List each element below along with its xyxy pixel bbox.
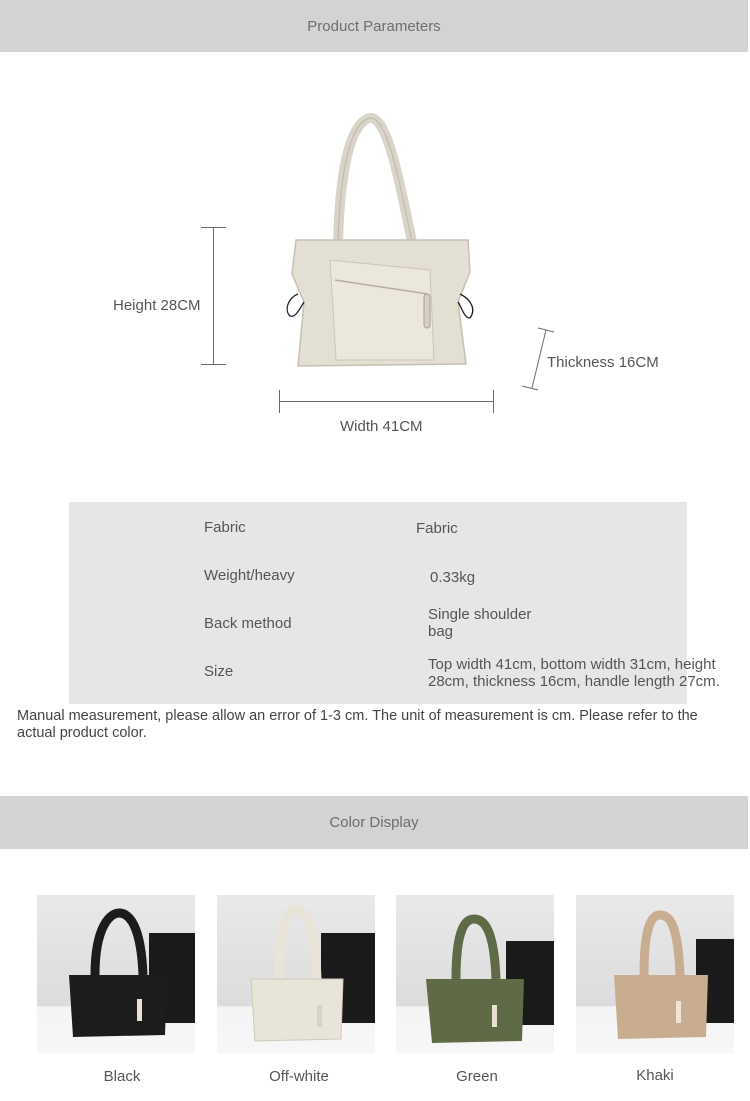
bag-photo-green: [396, 895, 554, 1053]
width-dimension-cap-left: [279, 390, 280, 413]
bag-handle: [338, 118, 412, 242]
color-label-black: Black: [103, 1068, 141, 1085]
bag-illustration: [280, 112, 480, 374]
bag-pocket: [330, 260, 434, 360]
param-key-fabric: Fabric: [204, 519, 246, 536]
param-value-fabric: Fabric: [416, 520, 458, 537]
bag-photo-khaki: [576, 895, 734, 1053]
header-banner: [0, 0, 748, 52]
color-swatch-khaki[interactable]: [576, 895, 734, 1053]
color-label-khaki: Khaki: [636, 1067, 674, 1084]
height-dimension-cap-bottom: [201, 364, 226, 365]
bag-photo-black: [37, 895, 195, 1053]
thickness-label: Thickness 16CM: [547, 354, 659, 371]
color-label-green: Green: [456, 1068, 498, 1085]
color-swatch-off-white[interactable]: [217, 895, 375, 1053]
color-display-banner: [0, 796, 748, 849]
bag-photo-off-white: [217, 895, 375, 1053]
zipper-pull: [424, 294, 430, 328]
param-value-weight: 0.33kg: [430, 569, 476, 586]
color-display-title: Color Display: [329, 814, 419, 831]
height-dimension-cap-top: [201, 227, 226, 228]
param-key-weight: Weight/heavy: [204, 567, 295, 584]
width-dimension-cap-right: [493, 390, 494, 413]
page-title: Product Parameters: [307, 17, 441, 35]
param-key-back-method: Back method: [204, 615, 292, 632]
height-dimension-line: [213, 228, 214, 365]
param-value-back-method: Single shoulder bag: [428, 606, 532, 640]
color-label-off-white: Off-white: [269, 1068, 329, 1085]
color-swatch-black[interactable]: [37, 895, 195, 1053]
measurement-note: Manual measurement, please allow an error of 1-3 cm. The unit of measurement is cm. Please refer to the actual product color.: [17, 708, 698, 741]
width-label: Width 41CM: [340, 418, 423, 435]
color-swatch-green[interactable]: [396, 895, 554, 1053]
param-key-size: Size: [204, 663, 234, 680]
height-label: Height 28CM: [113, 297, 201, 314]
param-value-size: Top width 41cm, bottom width 31cm, height 28cm, thickness 16cm, handle length 27cm.: [428, 656, 720, 690]
width-dimension-line: [279, 401, 494, 402]
